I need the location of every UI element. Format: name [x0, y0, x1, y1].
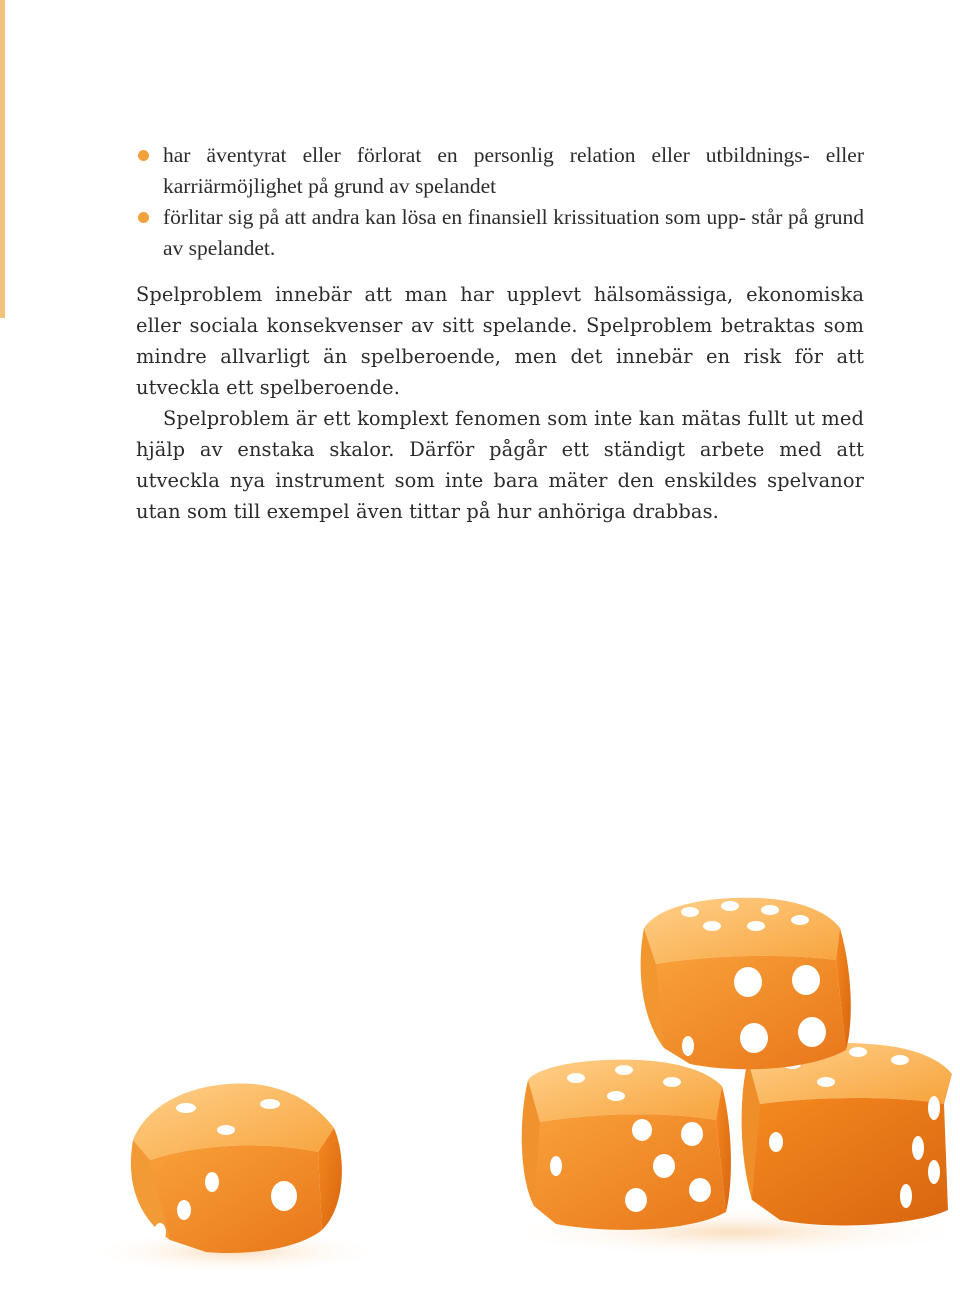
page-edge-bar: [0, 0, 5, 318]
dice-illustration: [0, 860, 960, 1308]
bullet-icon: [138, 150, 149, 161]
bullet-list: [136, 140, 864, 264]
bullet-text: har äventyrat eller förlorat en personlig relation eller utbildnings- eller karriärmöjlighet på grund av spelandet: [163, 143, 864, 198]
bullet-icon: [138, 212, 149, 223]
paragraph: Spelproblem innebär att man har upplevt hälsomässiga, ekonomiska eller sociala konsekvenser av sitt spelande. Spelproblem betraktas som mindre allvarligt än spelberoende, men det innebär en risk för att utveckla ett spelberoende.: [136, 283, 864, 399]
die-top: [641, 898, 851, 1070]
page-content: [136, 140, 864, 527]
die-bottom-right: [742, 1043, 952, 1226]
list-item: [136, 202, 864, 264]
die-left: [131, 1083, 342, 1253]
paragraph: Spelproblem är ett komplext fenomen som inte kan mätas fullt ut med hjälp av enstaka skalor. Därför pågår ett ständigt arbete med att utveckla nya instrument som inte bara mäter den enskildes spelvanor utan som till exempel även tittar på hur anhöriga drabbas.: [136, 407, 864, 523]
die-bottom-middle: [522, 1060, 731, 1230]
bullet-text: förlitar sig på att andra kan lösa en finansiell krissituation som upp- står på grund av spelandet.: [163, 205, 864, 260]
list-item: [136, 140, 864, 202]
